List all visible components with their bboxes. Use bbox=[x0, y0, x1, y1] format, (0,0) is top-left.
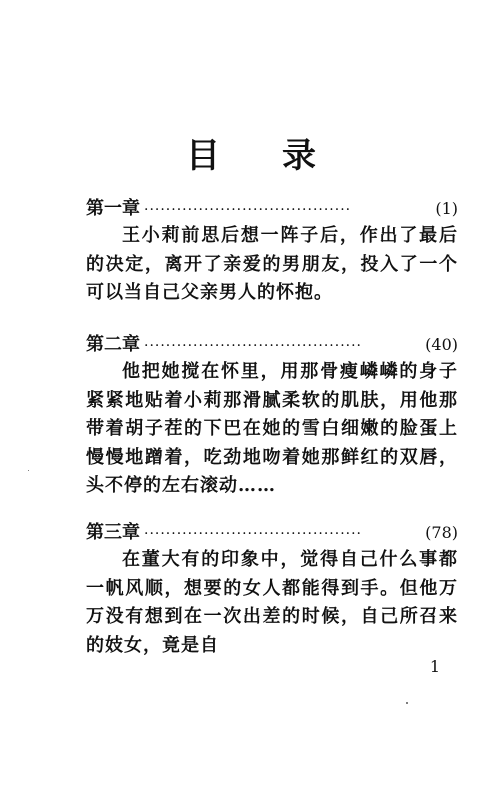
title-char-2: 录 bbox=[282, 136, 318, 176]
toc-entry-2 bbox=[86, 330, 458, 358]
title-char-1: 目 bbox=[186, 136, 222, 176]
chapter-summary: 王小莉前思后想一阵子后，作出了最后的决定，离开了亲爱的男朋友，投入了一个可以当自己父亲男人的怀抱。 bbox=[86, 225, 458, 304]
page-title bbox=[0, 128, 504, 177]
scan-speck bbox=[28, 470, 29, 471]
dot-leader: ······································ bbox=[144, 202, 352, 218]
toc-entry-3 bbox=[86, 518, 458, 546]
toc-entry-1 bbox=[86, 194, 458, 222]
chapter-page-number: (1) bbox=[435, 199, 458, 218]
page-number: 1 bbox=[429, 657, 440, 676]
chapter-page-number: (40) bbox=[425, 335, 458, 354]
chapter-summary: 他把她搅在怀里，用那骨瘦嶙嶙的身子紧紧地贴着小莉那滑腻柔软的肌肤，用他那带着胡子茬的下巴在她的雪白细嫩的脸蛋上慢慢地蹭着，吃劲地吻着她那鲜红的双唇，头不停的左右滚动…… bbox=[86, 361, 458, 497]
dot-leader: ········································ bbox=[144, 338, 363, 354]
chapter-title: 第三章 bbox=[86, 522, 140, 543]
chapter-title: 第一章 bbox=[86, 198, 140, 219]
chapter-summary: 在董大有的印象中，觉得自己什么事都一帆风顺，想要的女人都能得到手。但他万万没有想到在一次出差的时候，自己所召来的妓女，竟是自 bbox=[86, 549, 458, 656]
chapter-title: 第二章 bbox=[86, 334, 140, 355]
dot-leader: ········································ bbox=[144, 526, 363, 542]
chapter-page-number: (78) bbox=[425, 523, 458, 542]
scan-speck bbox=[406, 702, 408, 704]
